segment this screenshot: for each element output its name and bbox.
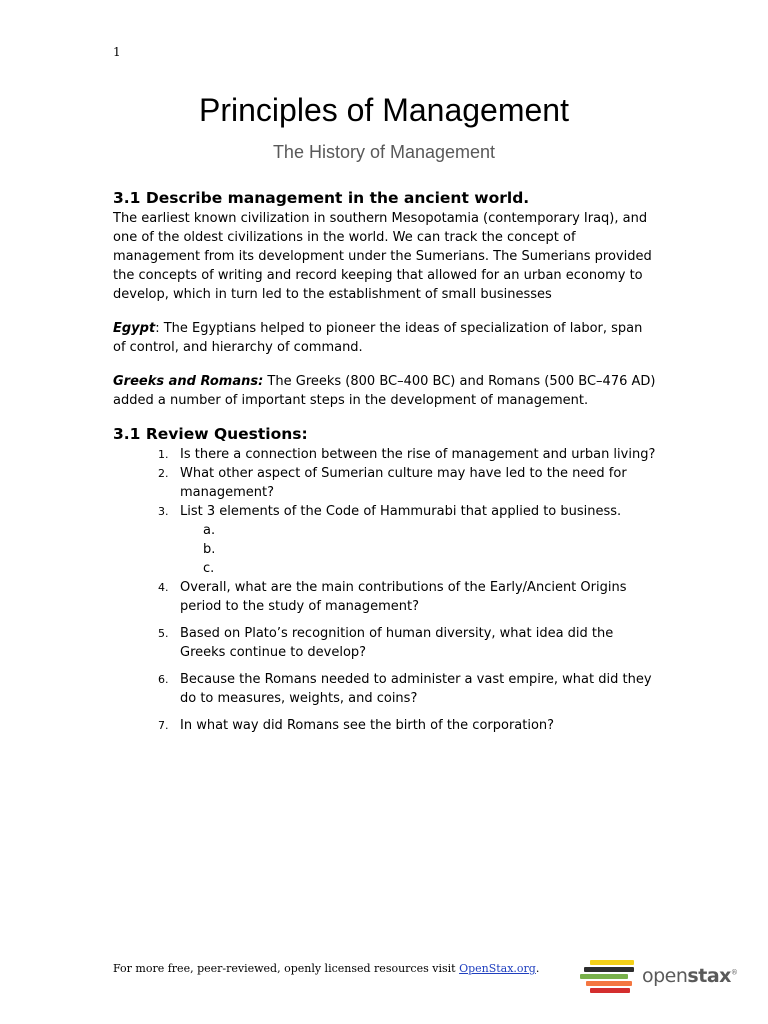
question-number: 3. [158, 505, 169, 518]
question-item [113, 716, 658, 735]
question-number: 4. [158, 581, 169, 594]
wordmark-stax: stax [687, 965, 731, 987]
greeks-romans-term: Greeks and Romans: [113, 374, 264, 389]
logo-bar [584, 967, 634, 972]
question-text: In what way did Romans see the birth of the corporation? [180, 718, 555, 733]
registered-mark: ® [730, 968, 738, 977]
logo-bar [590, 988, 630, 993]
footer-text [113, 962, 539, 975]
question-item [113, 578, 658, 616]
question-item [113, 624, 658, 662]
footer-period: . [535, 962, 540, 975]
sub-item: a. [203, 523, 216, 538]
openstax-wordmark [642, 965, 737, 987]
question-text: List 3 elements of the Code of Hammurabi that applied to business. [180, 504, 622, 519]
openstax-logo [580, 958, 738, 994]
question-item [113, 502, 658, 521]
question-text: Overall, what are the main contributions of the Early/Ancient Origins period to the study of management? [180, 580, 627, 614]
greeks-romans-text: The Greeks (800 BC–400 BC) and Romans (500 BC–476 AD) added a number of important steps in the development of management. [113, 374, 656, 408]
sub-item: b. [203, 542, 216, 557]
document-subtitle: The History of Management [272, 142, 496, 162]
intro-paragraph: The earliest known civilization in southern Mesopotamia (contemporary Iraq), and one of the oldest civilizations in the world. We can track the concept of management from its development under the Sumerians. The Sumerians provided the concepts of writing and record keeping that allowed for an urban economy to develop, which in turn led to the establishment of small businesses [113, 211, 652, 302]
egypt-paragraph [113, 319, 658, 357]
document-body [113, 187, 658, 735]
greeks-romans-paragraph [113, 372, 658, 410]
question-text: Because the Romans needed to administer a vast empire, what did they do to measures, weights, and coins? [180, 672, 652, 706]
egypt-term: Egypt [113, 321, 156, 336]
document-title: Principles of Management [199, 92, 569, 128]
section-heading-review-questions: 3.1 Review Questions: [113, 425, 308, 443]
question-number: 5. [158, 627, 169, 640]
egypt-text: : The Egyptians helped to pioneer the ideas of specialization of labor, span of control, and hierarchy of command. [113, 321, 643, 355]
question-number: 6. [158, 673, 169, 686]
sub-item: c. [203, 561, 215, 576]
question-text: Is there a connection between the rise of management and urban living? [180, 447, 656, 462]
question-number: 1. [158, 448, 169, 461]
openstax-link[interactable]: OpenStax.org [459, 962, 536, 975]
section-heading-ancient-world: 3.1 Describe management in the ancient world. [113, 189, 530, 207]
question-item [113, 445, 658, 464]
question-item [113, 464, 658, 502]
question-number: 2. [158, 467, 169, 480]
openstax-books-icon [580, 958, 638, 994]
logo-bar [580, 974, 628, 979]
footer-message: For more free, peer-reviewed, openly licensed resources visit [113, 962, 460, 975]
logo-bar [586, 981, 632, 986]
question-text: Based on Plato’s recognition of human diversity, what idea did the Greeks continue to develop? [180, 626, 614, 660]
review-questions-list [113, 445, 658, 735]
question-number: 7. [158, 719, 169, 732]
logo-bar [590, 960, 634, 965]
wordmark-open: open [642, 965, 688, 987]
question-text: What other aspect of Sumerian culture may have led to the need for management? [180, 466, 627, 500]
question-item [113, 670, 658, 708]
page-number: 1 [113, 45, 121, 59]
